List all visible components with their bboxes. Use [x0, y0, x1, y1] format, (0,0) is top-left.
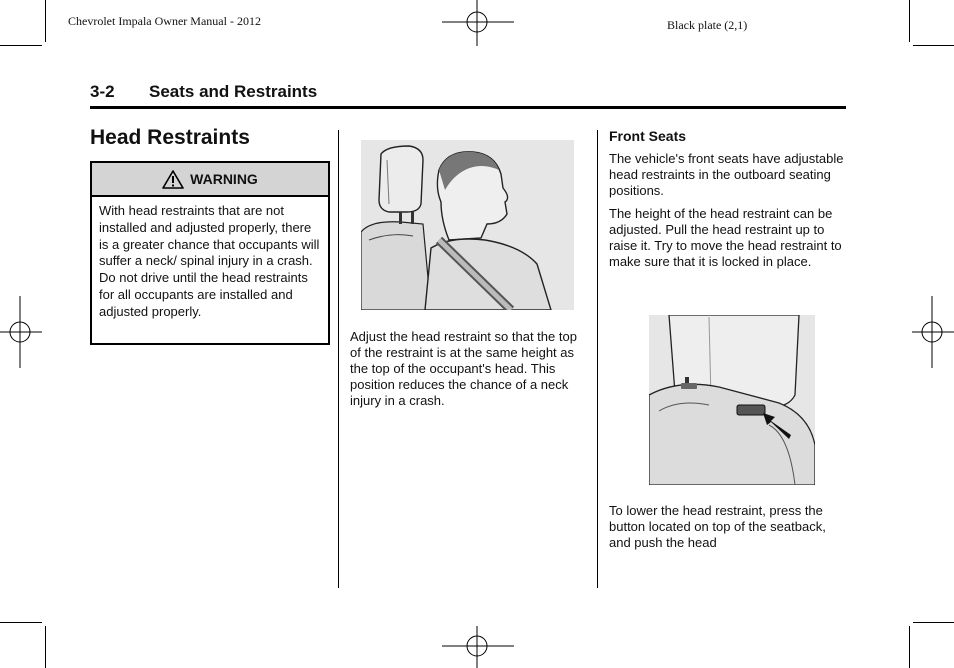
warning-box: [90, 161, 330, 345]
seatback-button-illustration: [649, 315, 815, 485]
column-divider-right: [597, 130, 598, 588]
crop-mark-br-h: [913, 622, 954, 623]
crop-mark-tr-h: [913, 45, 954, 46]
crop-mark-br-v: [909, 626, 910, 668]
section-header: [90, 80, 846, 109]
warning-label: WARNING: [190, 171, 258, 187]
front-seats-heading: Front Seats: [609, 128, 687, 144]
registration-mark-top-icon: [442, 0, 514, 46]
registration-mark-left-icon: [0, 296, 42, 368]
manual-title: Chevrolet Impala Owner Manual - 2012: [68, 14, 261, 28]
warning-text: With head restraints that are not installed and adjusted properly, there is a greater chance that occupants will suffer a neck/ spinal injury in a crash. Do not drive until the head restraints for all occupants are installed and adjusted properly.: [99, 203, 320, 319]
crop-mark-tl-v: [45, 0, 46, 42]
front-seats-paragraph-3: To lower the head restraint, press the button located on top of the seatback, and push the head: [609, 503, 826, 550]
front-seats-paragraph-1: The vehicle's front seats have adjustable head restraints in the outboard seating positions.: [609, 151, 844, 198]
registration-mark-right-icon: [912, 296, 954, 368]
crop-mark-tr-v: [909, 0, 910, 42]
crop-mark-bl-v: [45, 626, 46, 668]
warning-header: [92, 163, 328, 197]
front-seats-paragraph-2: The height of the head restraint can be adjusted. Pull the head restraint up to raise it. Try to move the head restraint to make sure that it is locked in place.: [609, 206, 842, 269]
plate-label: Black plate (2,1): [667, 18, 748, 32]
section-number: 3-2: [90, 82, 115, 101]
crop-mark-bl-h: [0, 622, 42, 623]
occupant-head-restraint-illustration: [361, 140, 574, 310]
column-divider-left: [338, 130, 339, 588]
page-title: Head Restraints: [90, 126, 250, 149]
warning-triangle-icon: [162, 170, 184, 189]
section-title: Seats and Restraints: [149, 82, 318, 101]
crop-mark-tl-h: [0, 45, 42, 46]
registration-mark-bottom-icon: [442, 626, 514, 668]
adjustment-caption: Adjust the head restraint so that the top of the restraint is at the same height as the top of the occupant's head. This position reduces the chance of a neck injury in a crash.: [350, 329, 577, 408]
